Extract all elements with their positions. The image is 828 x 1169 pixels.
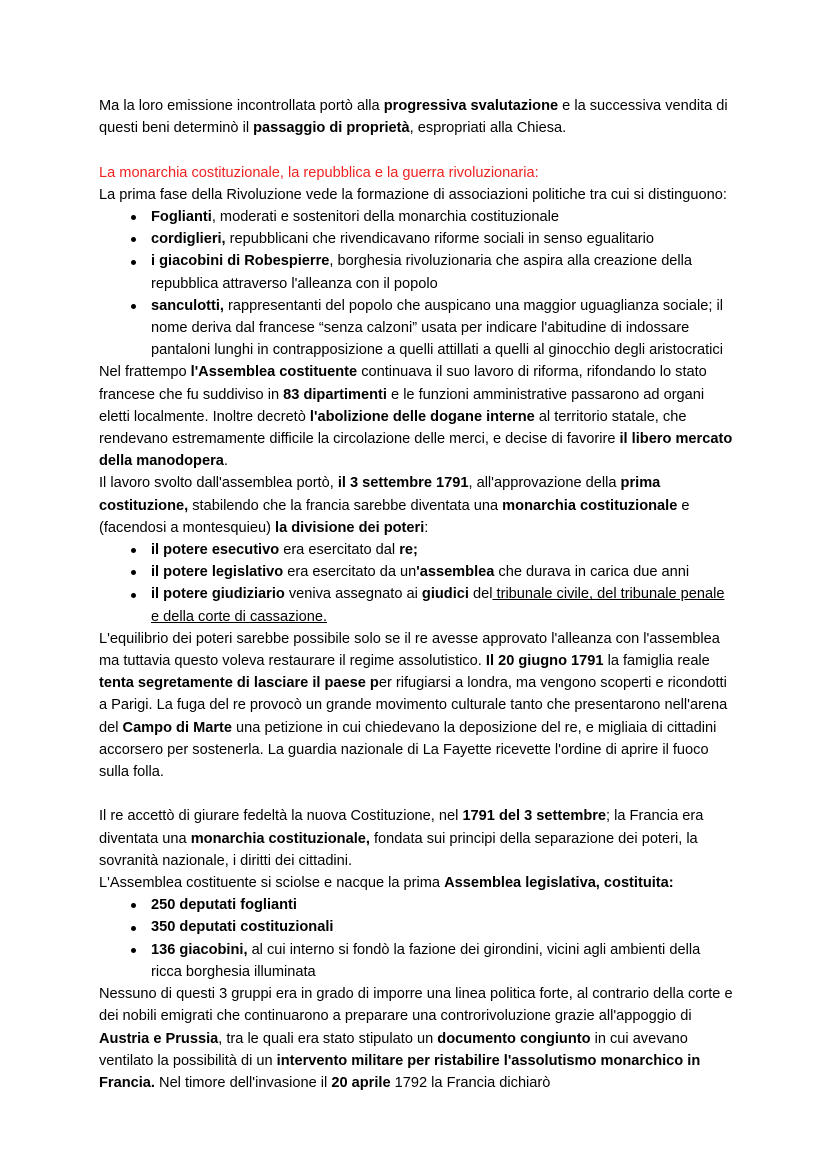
power-bold-2: giudici [421,586,469,603]
text-segment: la famiglia reale [603,653,710,670]
intro-bold-1: progressiva svalutazione [383,98,559,114]
text-segment: Nel timore dell'invasione il [154,1074,332,1091]
group-name: sanculotti, [151,297,224,314]
list-item [99,583,735,627]
list-item [99,894,735,916]
intro-text-3: , espropriati alla Chiesa. [409,120,567,137]
text-segment: una petizione in cui chiedevano la deposizione del re, e migliaia di cittadini accorsero per sostenerla. La guardia nazionale di La Fayette ricevette l'ordine di aprire il fuoco sulla folla. [99,719,717,781]
bold-segment: tenta segretamente di lasciare il paese p [99,675,379,692]
bold-segment: il 3 settembre 1791 [337,475,469,492]
deputy-count: 136 giacobini, [151,941,248,958]
deputies-list [99,894,735,983]
political-groups-list [99,206,735,361]
bold-segment: Il 20 giugno 1791 [485,653,604,670]
text-segment: e (facendosi a montesquieu) [99,497,690,536]
power-tail: del [468,586,493,603]
text-segment: Nessuno di questi 3 gruppi era in grado di imporre una linea politica forte, al contrario della corte e dei nobili emigrati che continuarono a preparare una controrivoluzione grazie all'appoggio di [99,986,733,1025]
bold-segment: Campo di Marte [122,719,232,736]
group-description: borghesia rivoluzionaria che aspira alla creazione della repubblica attraverso l'alleanza con il popolo [151,253,693,292]
section-heading: La monarchia costituzionale, la repubblica e la guerra rivoluzionaria: [99,164,539,181]
text-segment: ; la Francia era diventata una [99,808,704,847]
text-segment: . [223,453,228,470]
legislative-intro-paragraph [99,872,735,894]
text-segment: Il re accettò di giurare fedeltà la nuova Costituzione, nel [99,808,463,825]
intro-text-1: Ma la loro emissione incontrollata portò alla [99,98,384,114]
paragraph-spacer [99,139,735,161]
text-segment: 1792 la Francia dichiarò [390,1074,551,1091]
bold-segment: intervento militare per ristabilire l'assolutismo monarchico in Francia. [99,1052,701,1091]
group-name: i giacobini di Robespierre [151,253,330,270]
intro-bold-2: passaggio di proprietà [253,120,410,137]
balance-paragraph [99,628,735,783]
powers-list [99,539,735,628]
bold-segment: monarchia costituzionale, [190,830,370,847]
group-name: cordiglieri, [151,231,226,248]
deputy-description: al cui interno si fondò la fazione dei girondini, vicini agli ambienti della ricca borghesia illuminata [151,941,701,980]
list-item [99,916,735,938]
text-segment: Il lavoro svolto dall'assemblea portò, [99,475,338,492]
text-segment: er rifugiarsi a londra, ma vengono scoperti e ricondotti a Parigi. La fuga del re provocò un grande movimento culturale tanto che presentarono nell'arena del [99,675,728,736]
document-body [99,95,735,1094]
power-name: il potere giudiziario [151,586,285,603]
list-item [99,539,735,561]
text-segment: e le funzioni amministrative passarono ad organi eletti localmente. Inoltre decretò [99,386,705,425]
text-segment: Nel frattempo [99,364,191,381]
text-segment: , tra le quali era stato stipulato un [218,1030,438,1047]
power-bold-2: 'assemblea [416,564,495,581]
list-item [99,939,735,983]
power-underline: tribunale civile, del tribunale penale e della corte di cassazione. [151,586,725,625]
text-segment: in cui avevano ventilato la possibilità di un [99,1030,688,1069]
text-segment: stabilendo che la francia sarebbe diventata una [188,497,503,514]
deputy-count: 350 deputati costituzionali [151,919,334,936]
list-item [99,250,735,294]
bold-segment: 20 aprile [331,1074,391,1091]
bold-segment: documento congiunto [437,1030,591,1047]
closing-paragraph [99,983,735,1094]
power-name: il potere esecutivo [151,542,280,559]
bold-segment: l'abolizione delle dogane interne [309,408,535,425]
constitution-paragraph [99,472,735,539]
group-name: Foglianti [151,209,212,225]
text-segment: : [424,519,429,536]
bold-segment: Austria e Prussia [99,1030,219,1047]
text-segment: L'equilibrio dei poteri sarebbe possibile solo se il re avesse approvato l'alleanza con l'assemblea ma tuttavia questo voleva restaurare il regime assolutistico. [99,630,720,670]
power-mid: era esercitato dal [279,542,400,559]
intro-paragraph [99,95,735,139]
list-item [99,228,735,250]
bold-segment: il libero mercato della manodopera [99,431,733,470]
group-description: repubblicani che rivendicavano riforme sociali in senso egualitario [229,231,654,248]
paragraph-spacer [99,783,735,805]
text-segment: continuava il suo lavoro di riforma, rifondando lo stato francese che fu suddiviso in [99,364,707,403]
power-mid: veniva assegnato ai [284,586,422,603]
intro-text-2: e la successiva vendita di questi beni determinò il [99,98,728,137]
text-segment: al territorio statale, che rendevano estremamente difficile la circolazione delle merci, e decise di favorire [99,408,687,448]
oath-paragraph [99,805,735,872]
bold-segment: l'Assemblea costituente [190,364,358,381]
power-bold-2: re; [399,542,418,559]
bold-segment: prima costituzione, [99,475,661,514]
bold-segment: la divisione dei poteri [275,519,425,536]
group-separator: , [329,253,338,270]
bold-segment: Assemblea legislativa, costituita: [444,875,674,892]
text-segment: fondata sui principi della separazione dei poteri, la sovranità nazionale, i diritti dei cittadini. [99,830,698,869]
bold-segment: 83 dipartimenti [283,386,387,403]
group-description: rappresentanti del popolo che auspicano una maggior uguaglianza sociale; il nome deriva dal francese “senza calzoni” usata per indicare l'abitudine di indossare pantaloni lunghi in contrapposizione a quelli attillati a quelli al ginocchio degli aristocratici [151,297,723,359]
assembly-reform-paragraph [99,361,735,472]
group-separator: , [211,209,220,225]
text-segment: , all'approvazione della [468,475,621,492]
bold-segment: 1791 del 3 settembre [462,808,607,825]
list-item [99,295,735,362]
list-item [99,561,735,583]
power-name: il potere legislativo [151,564,284,581]
power-tail: che durava in carica due anni [494,564,690,581]
group-description: moderati e sostenitori della monarchia costituzionale [219,209,559,225]
list-item [99,206,735,228]
text-segment: L'Assemblea costituente si sciolse e nacque la prima [99,875,445,892]
first-phase-intro: La prima fase della Rivoluzione vede la formazione di associazioni politiche tra cui si distinguono: [99,186,727,203]
power-mid: era esercitato da un [283,564,417,581]
bold-segment: monarchia costituzionale [502,497,678,514]
deputy-count: 250 deputati foglianti [151,897,297,914]
